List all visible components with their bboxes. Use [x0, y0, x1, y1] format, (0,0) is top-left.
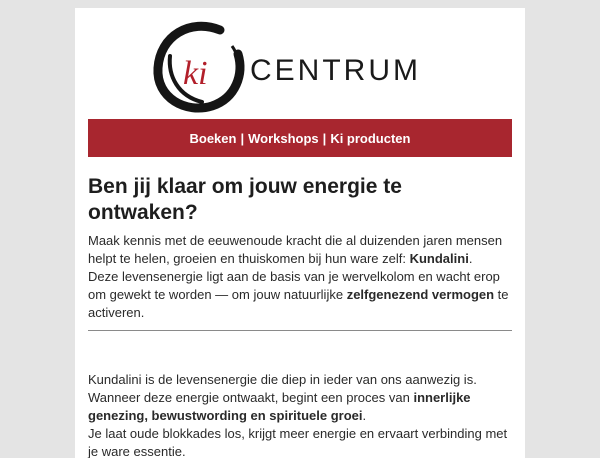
- divider: [88, 330, 512, 331]
- intro-paragraph-1: Maak kennis met de eeuwenoude kracht die al duizenden jaren mensen helpt te helen, groeien en thuiskomen bij hun ware zelf: Kundalini.: [88, 233, 503, 266]
- kundalini-bold: Kundalini: [409, 251, 469, 266]
- heading-text: Ben jij klaar om jouw energie te ontwaken?: [88, 175, 402, 224]
- zelfgenezend-bold: zelfgenezend vermogen: [346, 287, 495, 302]
- enso-icon: [150, 16, 250, 116]
- nav-link-boeken[interactable]: Boeken: [189, 130, 237, 146]
- email-card: [75, 8, 525, 458]
- page-heading: [88, 174, 512, 226]
- body-paragraph-1: Kundalini is de levensenergie die diep in ieder van ons aanwezig is.: [88, 372, 477, 387]
- nav-separator: |: [240, 130, 245, 146]
- body-paragraph-3: Je laat oude blokkades los, krijgt meer energie en ervaart verbinding met je ware essentie.: [88, 426, 508, 458]
- intro-paragraph-2: Deze levensenergie ligt aan de basis van je wervelkolom en wacht erop om gewekt te worden — om jouw natuurlijke zelfgenezend vermogen te activeren.: [88, 269, 509, 320]
- logo-wordmark: CENTRUM: [250, 54, 421, 87]
- nav-bar: [88, 119, 512, 157]
- nav-link-ki-producten[interactable]: Ki producten: [330, 130, 411, 146]
- growth-bold: innerlijke genezing, bewustwording en spirituele groei: [88, 390, 471, 423]
- logo-ki-mark: ki: [183, 55, 208, 92]
- body-paragraph-2: Wanneer deze energie ontwaakt, begint een proces van innerlijke genezing, bewustwording en spirituele groei.: [88, 390, 471, 423]
- main-content: [88, 174, 512, 458]
- ki-centrum-logo[interactable]: [150, 16, 440, 116]
- nav-separator: |: [322, 130, 327, 146]
- nav-link-workshops[interactable]: Workshops: [248, 130, 319, 146]
